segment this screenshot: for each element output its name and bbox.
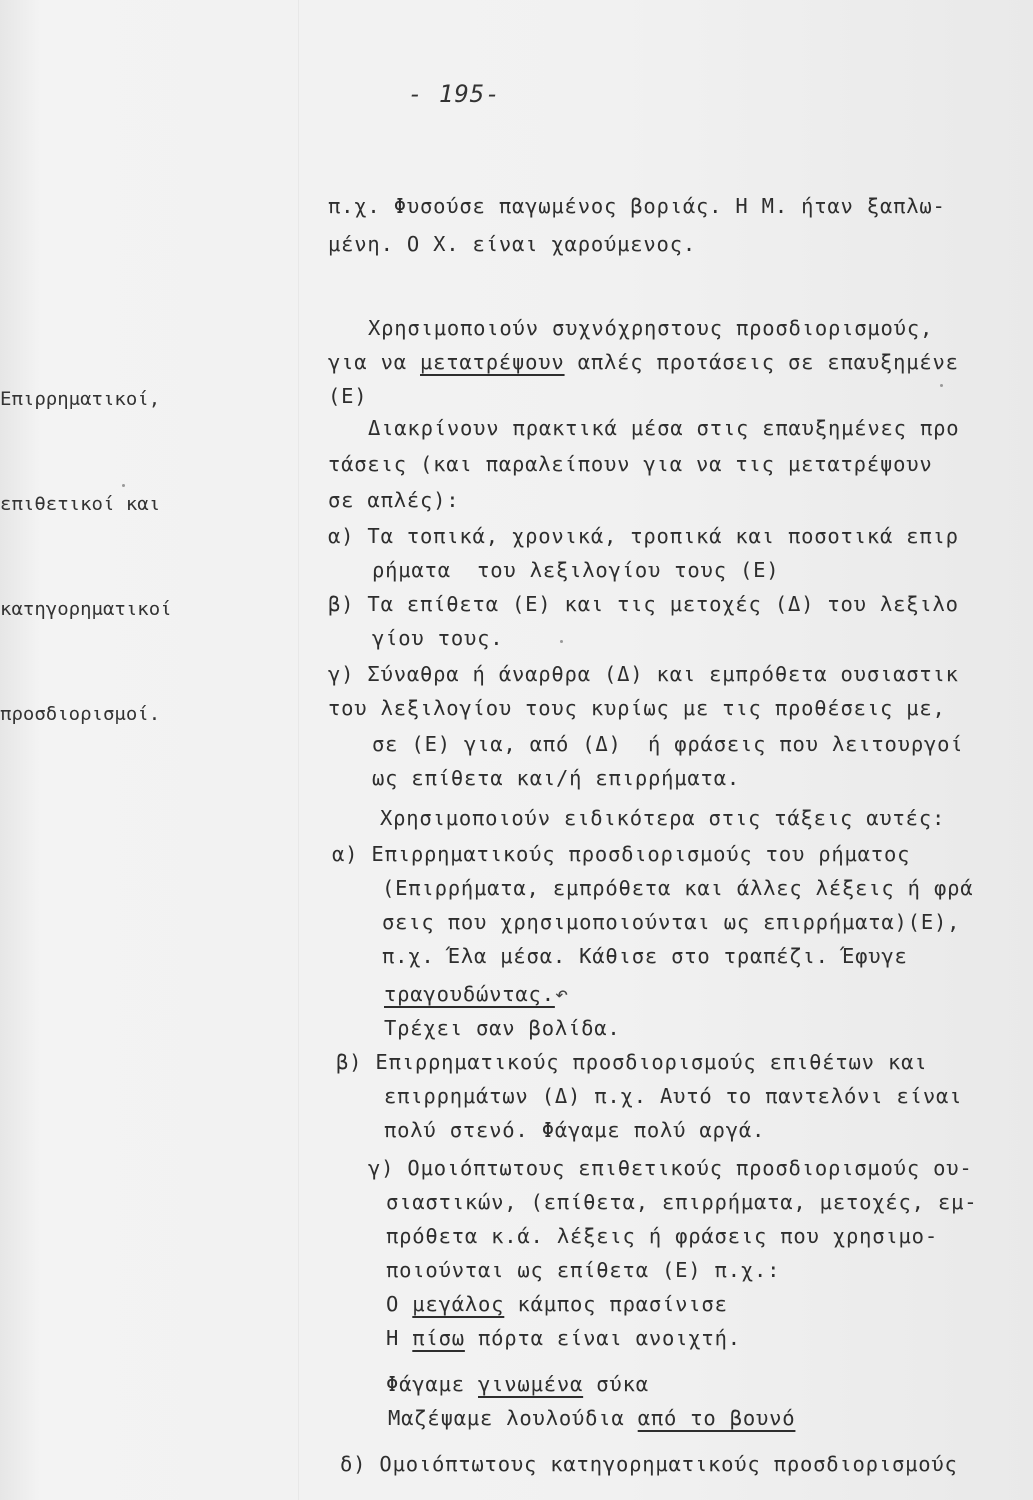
scan-speck	[122, 484, 125, 487]
text-span: σύκα	[583, 1372, 649, 1396]
text-line: Τρέχει σαν βολίδα.	[384, 1016, 621, 1040]
text-line: γ) Ομοιόπτωτους επιθετικούς προσδιορισμούς ου-	[368, 1156, 973, 1180]
margin-note-line: κατηγορηματικοί	[0, 598, 172, 620]
text-span: πόρτα είναι ανοιχτή.	[464, 1326, 741, 1350]
text-line: (Ε)	[328, 384, 368, 408]
underlined-word: μετατρέψουν	[420, 350, 565, 374]
scan-speck	[940, 384, 943, 387]
text-line: β) Επιρρηματικούς προσδιορισμούς επιθέτων και	[336, 1050, 928, 1074]
text-line	[386, 1292, 728, 1316]
text-line: Διακρίνουν πρακτικά μέσα στις επαυξημένες προ	[368, 416, 960, 440]
page-fold-shadow	[298, 0, 299, 1500]
margin-note	[0, 312, 250, 802]
text-line: γίου τους.	[372, 626, 504, 650]
text-line: του λεξιλογίου τους κυρίως με τις προθέσεις με,	[328, 696, 946, 720]
page-number: - 195-	[408, 80, 501, 108]
text-span: Μαζέψαμε λουλούδια	[388, 1406, 638, 1430]
text-line	[386, 1372, 649, 1396]
underlined-word: γινωμένα	[478, 1372, 584, 1396]
text-line: (Επιρρήματα, εμπρόθετα και άλλες λέξεις ή φρά	[382, 876, 974, 900]
text-line: π.χ. Φυσούσε παγωμένος βοριάς. Η Μ. ήταν ξαπλω-	[328, 194, 946, 218]
text-line: πρόθετα κ.ά. λέξεις ή φράσεις που χρησιμο-	[386, 1224, 938, 1248]
underlined-word: τραγουδώντας.	[384, 982, 555, 1006]
scan-speck	[560, 640, 563, 643]
text-line	[384, 982, 569, 1007]
text-line: σε (Ε) για, από (Δ) ή φράσεις που λειτουργοί	[372, 732, 964, 756]
margin-note-line: προσδιορισμοί.	[0, 703, 161, 725]
text-line: πολύ στενό. Φάγαμε πολύ αργά.	[384, 1118, 766, 1142]
underlined-word: μεγάλος	[412, 1292, 505, 1316]
text-span: απλές προτάσεις σε επαυξημένε	[564, 350, 959, 374]
text-line: Χρησιμοποιούν συχνόχρηστους προσδιορισμούς,	[368, 316, 934, 340]
text-line: π.χ. Έλα μέσα. Κάθισε στο τραπέζι. Έφυγε	[382, 944, 908, 968]
text-span: Η	[386, 1326, 413, 1350]
underlined-word: πίσω	[412, 1326, 465, 1350]
underlined-phrase: από το βουνό	[637, 1406, 796, 1430]
text-line: α) Τα τοπικά, χρονικά, τροπικά και ποσοτικά επιρ	[328, 524, 959, 548]
text-line: β) Τα επίθετα (Ε) και τις μετοχές (Δ) του λεξιλο	[328, 592, 959, 616]
text-span: κάμπος πρασίνισε	[504, 1292, 728, 1316]
text-line: σε απλές):	[328, 488, 460, 512]
text-line: ποιούνται ως επίθετα (Ε) π.χ.:	[386, 1258, 781, 1282]
text-line: τάσεις (και παραλείπουν για να τις μετατρέψουν	[328, 452, 933, 476]
text-line: μένη. Ο Χ. είναι χαρούμενος.	[328, 232, 696, 256]
text-span: Ο	[386, 1292, 413, 1316]
text-span: για να	[328, 350, 420, 374]
text-line: α) Επιρρηματικούς προσδιορισμούς του ρήματος	[332, 842, 911, 866]
text-line	[386, 1326, 741, 1350]
text-line: ρήματα του λεξιλογίου τους (Ε)	[372, 558, 780, 582]
text-line: σιαστικών, (επίθετα, επιρρήματα, μετοχές, εμ-	[386, 1190, 978, 1214]
text-span: Φάγαμε	[386, 1372, 478, 1396]
handwritten-arrow-icon: ↶	[554, 982, 569, 1007]
text-line: ως επίθετα και/ή επιρρήματα.	[372, 766, 740, 790]
text-line	[388, 1406, 795, 1430]
text-line: δ) Ομοιόπτωτους κατηγορηματικούς προσδιορισμούς	[340, 1452, 958, 1476]
text-line: επιρρημάτων (Δ) π.χ. Αυτό το παντελόνι είναι	[384, 1084, 963, 1108]
margin-note-line: Επιρρηματικοί,	[0, 388, 161, 410]
text-line: γ) Σύναθρα ή άναρθρα (Δ) και εμπρόθετα ουσιαστικ	[328, 662, 959, 686]
text-line: σεις που χρησιμοποιούνται ως επιρρήματα)(Ε),	[382, 910, 961, 934]
margin-note-line: επιθετικοί και	[0, 493, 161, 515]
text-line: Χρησιμοποιούν ειδικότερα στις τάξεις αυτές:	[380, 806, 946, 830]
text-line	[328, 350, 959, 374]
